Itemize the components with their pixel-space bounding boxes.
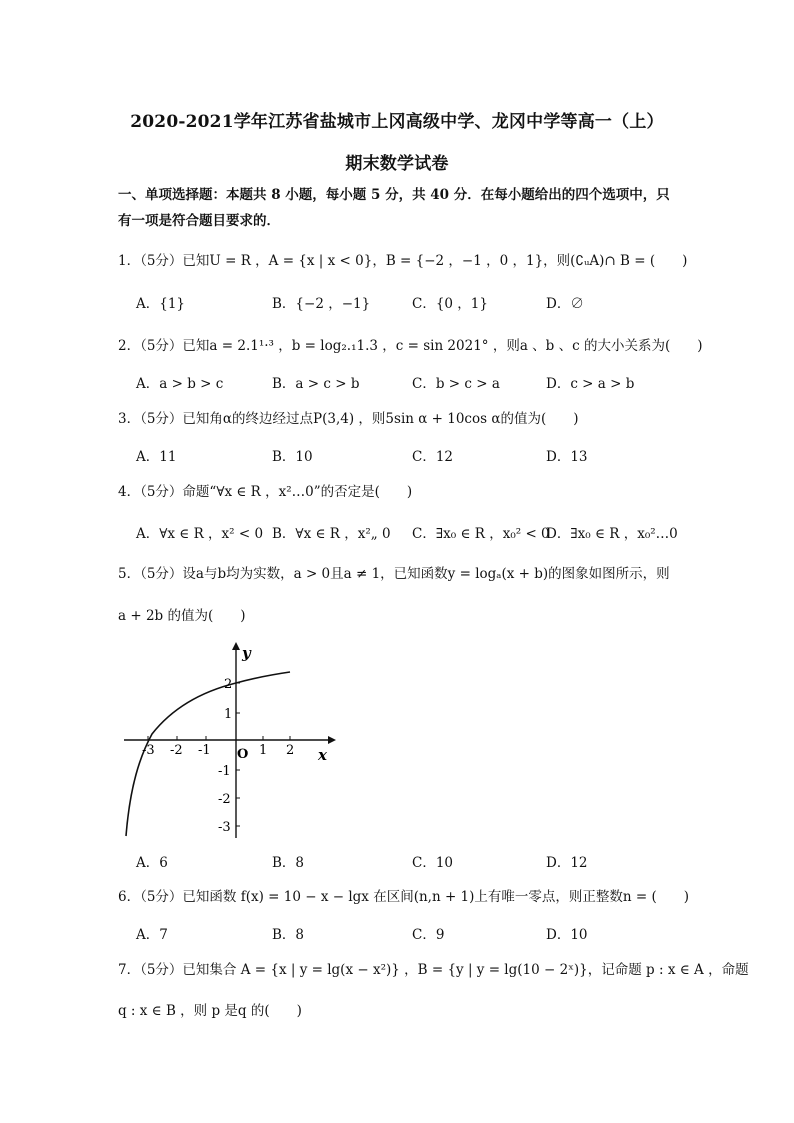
x-tick-label: 2	[286, 743, 295, 758]
option-b: B．a > c > b	[272, 376, 360, 392]
option-d: D．c > a > b	[546, 376, 635, 392]
x-axis-arrow-icon	[328, 736, 336, 744]
option-d: D．12	[546, 855, 588, 871]
question-7-continued: q : x ∈ B ，则 p 是q 的( )	[118, 1003, 302, 1019]
question-6-options	[136, 923, 696, 945]
option-a: A．∀x ∈ R ，x² < 0	[136, 526, 264, 542]
y-tick-label: 2	[224, 677, 233, 692]
section-heading-line1: 一、单项选择题：本题共 8 小题，每小题 5 分，共 40 分．在每小题给出的四个选项中，只	[118, 187, 670, 203]
option-b: B．8	[272, 927, 305, 943]
option-b: B．∀x ∈ R ，x²„ 0	[272, 526, 391, 542]
option-c: C．b > c > a	[412, 376, 500, 392]
option-a: A．7	[136, 927, 168, 943]
option-d: D．10	[546, 927, 588, 943]
y-tick-label: -3	[218, 820, 231, 835]
option-b: B．10	[272, 449, 313, 465]
y-tick-label: 1	[224, 707, 233, 722]
question-2-options	[136, 372, 696, 394]
y-tick-label: -2	[218, 792, 231, 807]
y-axis-label: y	[242, 644, 251, 662]
question-1: 1．（5分）已知U = R ，A = {x | x < 0}，B = {−2 ，−1 ，0 ，1}，则(∁ᵤA)∩ B = ( )	[118, 253, 688, 269]
x-tick-label: -3	[142, 743, 155, 758]
y-tick-label: -1	[218, 764, 231, 779]
x-axis-label: x	[318, 746, 327, 764]
question-4: 4．（5分）命题“∀x ∈ R ，x²…0”的否定是( )	[118, 484, 413, 500]
question-7: 7．（5分）已知集合 A = {x | y = lg(x − x²)} ，B = {y | y = lg(10 − 2ˣ)}，记命题 p : x ∈ A ，命题	[118, 962, 749, 978]
option-c: C．9	[412, 927, 445, 943]
option-d: D．∅	[546, 296, 584, 312]
y-axis-arrow-icon	[232, 642, 240, 650]
question-5: 5．（5分）设a与b均为实数，a > 0且a ≠ 1，已知函数y = logₐ(x + b)的图象如图所示，则	[118, 566, 670, 582]
option-a: A．a > b > c	[136, 376, 224, 392]
option-a: A．6	[136, 855, 168, 871]
question-2: 2．（5分）已知a = 2.1¹·³ ，b = log₂.₁1.3 ，c = sin 2021° ，则a 、b 、c 的大小关系为( )	[118, 338, 703, 354]
x-tick-label: -1	[198, 743, 211, 758]
x-tick-label: -2	[170, 743, 183, 758]
x-tick-label: 1	[259, 743, 268, 758]
question-5-continued: a + 2b 的值为( )	[118, 608, 246, 624]
question-1-options	[136, 292, 696, 314]
option-c: C．∃x₀ ∈ R ，x₀² < 0	[412, 526, 550, 542]
exam-title-line1: 2020-2021学年江苏省盐城市上冈高级中学、龙冈中学等高一（上）	[130, 112, 664, 132]
question-4-options	[136, 522, 696, 544]
option-c: C．10	[412, 855, 454, 871]
option-d: D．13	[546, 449, 588, 465]
option-c: C．12	[412, 449, 454, 465]
section-heading-line2: 有一项是符合题目要求的．	[118, 213, 280, 229]
option-b: B．8	[272, 855, 305, 871]
question-3: 3．（5分）已知角α的终边经过点P(3,4) ，则5sin α + 10cos α的值为( )	[118, 411, 579, 427]
option-a: A．{1}	[136, 296, 186, 312]
log-function-graph	[118, 636, 338, 846]
option-d: D．∃x₀ ∈ R ，x₀²…0	[546, 526, 678, 542]
question-3-options	[136, 445, 696, 467]
exam-title-line2: 期末数学试卷	[345, 154, 449, 174]
option-a: A．11	[136, 449, 177, 465]
option-b: B．{−2 ，−1}	[272, 296, 371, 312]
question-6: 6．（5分）已知函数 f(x) = 10 − x − lgx 在区间(n,n + 1)上有唯一零点，则正整数n = ( )	[118, 889, 690, 905]
origin-label: O	[237, 747, 249, 762]
question-5-options	[136, 851, 696, 873]
option-c: C．{0 ，1}	[412, 296, 488, 312]
